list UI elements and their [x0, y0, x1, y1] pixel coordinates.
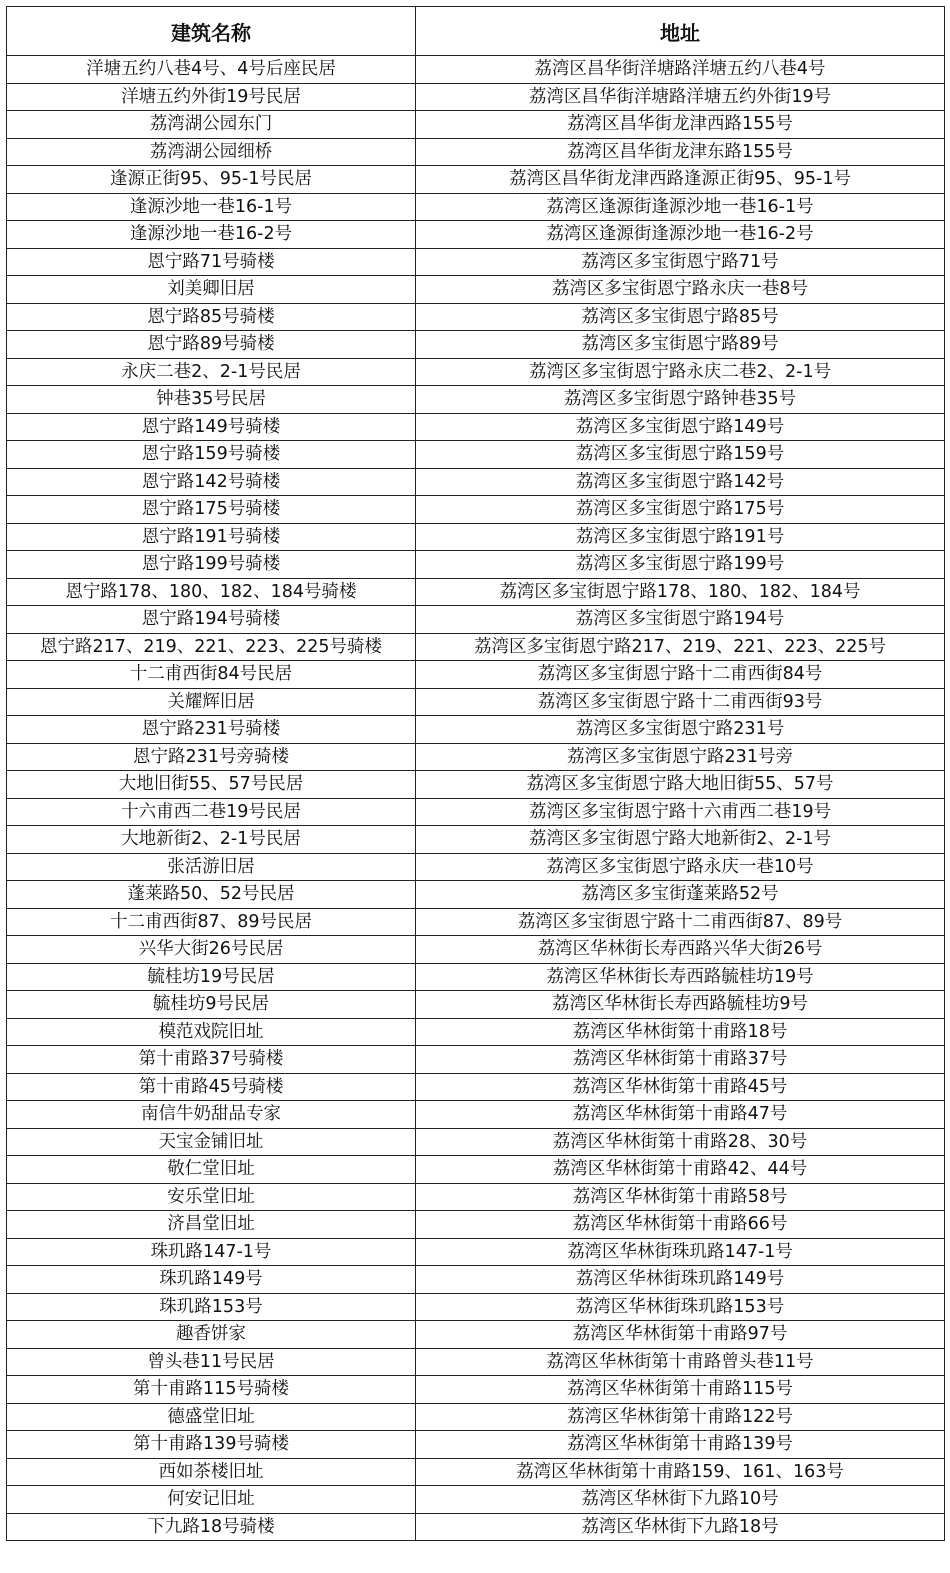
table-row	[7, 771, 945, 799]
address-cell: 荔湾区华林街珠玑路147-1号	[416, 1238, 945, 1266]
building-name-cell: 荔湾湖公园细桥	[7, 138, 416, 166]
address-cell: 荔湾区多宝街恩宁路十六甫西二巷19号	[416, 798, 945, 826]
table-row	[7, 1018, 945, 1046]
address-cell: 荔湾区华林街长寿西路毓桂坊19号	[416, 963, 945, 991]
table-row	[7, 826, 945, 854]
address-cell: 荔湾区多宝街恩宁路159号	[416, 441, 945, 469]
table-row	[7, 1156, 945, 1184]
building-name-cell: 恩宁路159号骑楼	[7, 441, 416, 469]
address-cell: 荔湾区华林街第十甫路18号	[416, 1018, 945, 1046]
table-row	[7, 1293, 945, 1321]
table-row	[7, 138, 945, 166]
table-row	[7, 358, 945, 386]
table-row	[7, 1211, 945, 1239]
table-row	[7, 1458, 945, 1486]
address-cell: 荔湾区多宝街恩宁路231号旁	[416, 743, 945, 771]
address-cell: 荔湾区华林街第十甫路45号	[416, 1073, 945, 1101]
building-name-cell: 恩宁路71号骑楼	[7, 248, 416, 276]
address-cell: 荔湾区多宝街恩宁路大地旧街55、57号	[416, 771, 945, 799]
building-name-cell: 天宝金铺旧址	[7, 1128, 416, 1156]
building-name-cell: 第十甫路45号骑楼	[7, 1073, 416, 1101]
table-row	[7, 1101, 945, 1129]
table-row	[7, 248, 945, 276]
address-cell: 荔湾区多宝街恩宁路231号	[416, 716, 945, 744]
table-row	[7, 963, 945, 991]
building-name-cell: 毓桂坊9号民居	[7, 991, 416, 1019]
address-cell: 荔湾区逢源街逢源沙地一巷16-1号	[416, 193, 945, 221]
address-cell: 荔湾区华林街第十甫路115号	[416, 1376, 945, 1404]
address-cell: 荔湾区多宝街恩宁路十二甫西街87、89号	[416, 908, 945, 936]
address-cell: 荔湾区华林街第十甫路曾头巷11号	[416, 1348, 945, 1376]
building-name-cell: 十六甫西二巷19号民居	[7, 798, 416, 826]
table-row	[7, 193, 945, 221]
table-row	[7, 716, 945, 744]
table-row	[7, 413, 945, 441]
building-table-container	[6, 6, 945, 1541]
building-name-cell: 张活游旧居	[7, 853, 416, 881]
header-address: 地址	[416, 7, 945, 56]
address-cell: 荔湾区昌华街龙津西路逢源正街95、95-1号	[416, 166, 945, 194]
table-row	[7, 688, 945, 716]
building-name-cell: 敬仁堂旧址	[7, 1156, 416, 1184]
table-row	[7, 936, 945, 964]
table-row	[7, 1403, 945, 1431]
address-cell: 荔湾区华林街下九路18号	[416, 1513, 945, 1541]
building-name-cell: 永庆二巷2、2-1号民居	[7, 358, 416, 386]
address-cell: 荔湾区华林街下九路10号	[416, 1486, 945, 1514]
building-name-cell: 洋塘五约八巷4号、4号后座民居	[7, 56, 416, 84]
building-name-cell: 下九路18号骑楼	[7, 1513, 416, 1541]
building-name-cell: 第十甫路139号骑楼	[7, 1431, 416, 1459]
address-cell: 荔湾区多宝街恩宁路89号	[416, 331, 945, 359]
address-cell: 荔湾区华林街长寿西路兴华大街26号	[416, 936, 945, 964]
table-row	[7, 1513, 945, 1541]
building-address-table	[6, 6, 945, 1541]
building-name-cell: 曾头巷11号民居	[7, 1348, 416, 1376]
building-name-cell: 济昌堂旧址	[7, 1211, 416, 1239]
building-name-cell: 关耀辉旧居	[7, 688, 416, 716]
building-name-cell: 安乐堂旧址	[7, 1183, 416, 1211]
table-row	[7, 1348, 945, 1376]
address-cell: 荔湾区华林街第十甫路37号	[416, 1046, 945, 1074]
building-name-cell: 恩宁路175号骑楼	[7, 496, 416, 524]
building-name-cell: 珠玑路153号	[7, 1293, 416, 1321]
building-name-cell: 大地新街2、2-1号民居	[7, 826, 416, 854]
address-cell: 荔湾区华林街长寿西路毓桂坊9号	[416, 991, 945, 1019]
address-cell: 荔湾区昌华街洋塘路洋塘五约八巷4号	[416, 56, 945, 84]
address-cell: 荔湾区多宝街恩宁路142号	[416, 468, 945, 496]
address-cell: 荔湾区多宝街恩宁路永庆二巷2、2-1号	[416, 358, 945, 386]
address-cell: 荔湾区多宝街恩宁路永庆一巷8号	[416, 276, 945, 304]
address-cell: 荔湾区多宝街蓬莱路52号	[416, 881, 945, 909]
table-row	[7, 743, 945, 771]
address-cell: 荔湾区华林街珠玑路153号	[416, 1293, 945, 1321]
address-cell: 荔湾区多宝街恩宁路149号	[416, 413, 945, 441]
building-name-cell: 刘美卿旧居	[7, 276, 416, 304]
address-cell: 荔湾区华林街第十甫路58号	[416, 1183, 945, 1211]
table-row	[7, 276, 945, 304]
building-name-cell: 珠玑路149号	[7, 1266, 416, 1294]
building-name-cell: 毓桂坊19号民居	[7, 963, 416, 991]
table-row	[7, 1073, 945, 1101]
address-cell: 荔湾区多宝街恩宁路71号	[416, 248, 945, 276]
table-row	[7, 798, 945, 826]
address-cell: 荔湾区华林街第十甫路122号	[416, 1403, 945, 1431]
building-name-cell: 珠玑路147-1号	[7, 1238, 416, 1266]
table-row	[7, 56, 945, 84]
building-name-cell: 第十甫路37号骑楼	[7, 1046, 416, 1074]
building-name-cell: 逢源正街95、95-1号民居	[7, 166, 416, 194]
building-name-cell: 洋塘五约外街19号民居	[7, 83, 416, 111]
building-name-cell: 南信牛奶甜品专家	[7, 1101, 416, 1129]
header-building-name: 建筑名称	[7, 7, 416, 56]
building-name-cell: 西如茶楼旧址	[7, 1458, 416, 1486]
table-row	[7, 1431, 945, 1459]
table-row	[7, 496, 945, 524]
building-name-cell: 恩宁路191号骑楼	[7, 523, 416, 551]
building-name-cell: 逢源沙地一巷16-1号	[7, 193, 416, 221]
address-cell: 荔湾区华林街第十甫路97号	[416, 1321, 945, 1349]
building-name-cell: 荔湾湖公园东门	[7, 111, 416, 139]
building-name-cell: 恩宁路89号骑楼	[7, 331, 416, 359]
building-name-cell: 恩宁路85号骑楼	[7, 303, 416, 331]
address-cell: 荔湾区华林街第十甫路66号	[416, 1211, 945, 1239]
building-name-cell: 十二甫西街84号民居	[7, 661, 416, 689]
table-row	[7, 166, 945, 194]
address-cell: 荔湾区华林街第十甫路42、44号	[416, 1156, 945, 1184]
table-row	[7, 606, 945, 634]
building-name-cell: 恩宁路194号骑楼	[7, 606, 416, 634]
table-row	[7, 111, 945, 139]
address-cell: 荔湾区多宝街恩宁路钟巷35号	[416, 386, 945, 414]
building-name-cell: 恩宁路149号骑楼	[7, 413, 416, 441]
building-name-cell: 恩宁路199号骑楼	[7, 551, 416, 579]
table-row	[7, 523, 945, 551]
building-name-cell: 十二甫西街87、89号民居	[7, 908, 416, 936]
address-cell: 荔湾区多宝街恩宁路178、180、182、184号	[416, 578, 945, 606]
table-row	[7, 468, 945, 496]
address-cell: 荔湾区多宝街恩宁路十二甫西街84号	[416, 661, 945, 689]
address-cell: 荔湾区华林街第十甫路47号	[416, 1101, 945, 1129]
address-cell: 荔湾区昌华街龙津东路155号	[416, 138, 945, 166]
table-row	[7, 1128, 945, 1156]
table-body	[7, 56, 945, 1541]
table-row	[7, 1321, 945, 1349]
table-row	[7, 551, 945, 579]
table-row	[7, 1046, 945, 1074]
address-cell: 荔湾区多宝街恩宁路194号	[416, 606, 945, 634]
building-name-cell: 趣香饼家	[7, 1321, 416, 1349]
address-cell: 荔湾区华林街第十甫路139号	[416, 1431, 945, 1459]
building-name-cell: 蓬莱路50、52号民居	[7, 881, 416, 909]
table-row	[7, 1376, 945, 1404]
table-row	[7, 83, 945, 111]
building-name-cell: 何安记旧址	[7, 1486, 416, 1514]
table-row	[7, 221, 945, 249]
table-row	[7, 1238, 945, 1266]
building-name-cell: 恩宁路178、180、182、184号骑楼	[7, 578, 416, 606]
building-name-cell: 德盛堂旧址	[7, 1403, 416, 1431]
table-header-row	[7, 7, 945, 56]
address-cell: 荔湾区多宝街恩宁路217、219、221、223、225号	[416, 633, 945, 661]
table-row	[7, 881, 945, 909]
table-row	[7, 303, 945, 331]
address-cell: 荔湾区多宝街恩宁路大地新街2、2-1号	[416, 826, 945, 854]
building-name-cell: 钟巷35号民居	[7, 386, 416, 414]
address-cell: 荔湾区华林街第十甫路159、161、163号	[416, 1458, 945, 1486]
building-name-cell: 逢源沙地一巷16-2号	[7, 221, 416, 249]
address-cell: 荔湾区多宝街恩宁路永庆一巷10号	[416, 853, 945, 881]
building-name-cell: 第十甫路115号骑楼	[7, 1376, 416, 1404]
address-cell: 荔湾区多宝街恩宁路191号	[416, 523, 945, 551]
building-name-cell: 模范戏院旧址	[7, 1018, 416, 1046]
address-cell: 荔湾区多宝街恩宁路85号	[416, 303, 945, 331]
address-cell: 荔湾区昌华街龙津西路155号	[416, 111, 945, 139]
building-name-cell: 兴华大街26号民居	[7, 936, 416, 964]
building-name-cell: 恩宁路142号骑楼	[7, 468, 416, 496]
building-name-cell: 恩宁路217、219、221、223、225号骑楼	[7, 633, 416, 661]
table-row	[7, 1183, 945, 1211]
address-cell: 荔湾区逢源街逢源沙地一巷16-2号	[416, 221, 945, 249]
table-row	[7, 578, 945, 606]
table-row	[7, 1266, 945, 1294]
address-cell: 荔湾区多宝街恩宁路十二甫西街93号	[416, 688, 945, 716]
building-name-cell: 恩宁路231号旁骑楼	[7, 743, 416, 771]
table-row	[7, 853, 945, 881]
address-cell: 荔湾区华林街珠玑路149号	[416, 1266, 945, 1294]
address-cell: 荔湾区多宝街恩宁路199号	[416, 551, 945, 579]
table-row	[7, 991, 945, 1019]
address-cell: 荔湾区昌华街洋塘路洋塘五约外街19号	[416, 83, 945, 111]
building-name-cell: 恩宁路231号骑楼	[7, 716, 416, 744]
table-row	[7, 1486, 945, 1514]
table-row	[7, 633, 945, 661]
table-row	[7, 441, 945, 469]
table-row	[7, 386, 945, 414]
building-name-cell: 大地旧街55、57号民居	[7, 771, 416, 799]
address-cell: 荔湾区多宝街恩宁路175号	[416, 496, 945, 524]
table-row	[7, 661, 945, 689]
table-row	[7, 908, 945, 936]
address-cell: 荔湾区华林街第十甫路28、30号	[416, 1128, 945, 1156]
table-row	[7, 331, 945, 359]
